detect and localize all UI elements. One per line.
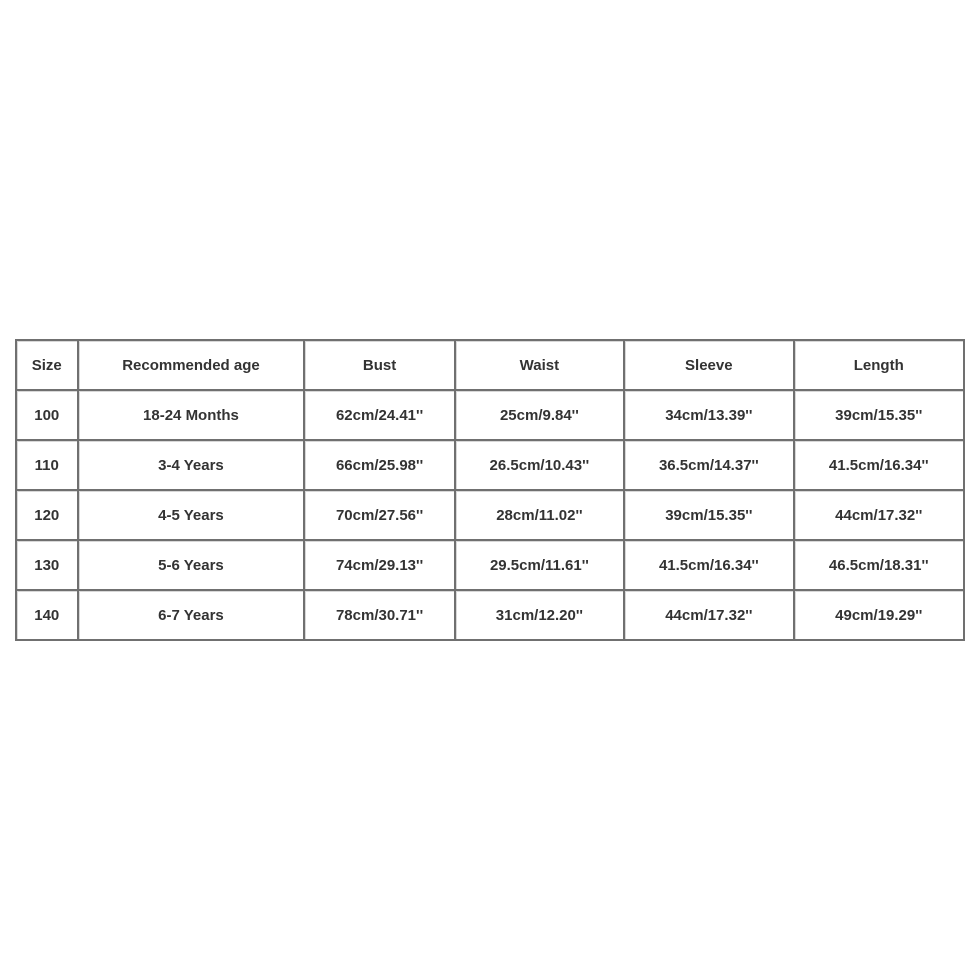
table-row (17, 391, 965, 441)
header-length: Length (795, 341, 965, 391)
cell-size: 140 (17, 591, 79, 641)
cell-size: 110 (17, 441, 79, 491)
cell-length: 49cm/19.29'' (795, 591, 965, 641)
cell-size: 130 (17, 541, 79, 591)
cell-recommended-age: 18-24 Months (79, 391, 306, 441)
header-size: Size (17, 341, 79, 391)
table-row (17, 491, 965, 541)
cell-waist: 31cm/12.20'' (456, 591, 625, 641)
cell-recommended-age: 5-6 Years (79, 541, 306, 591)
table-row (17, 441, 965, 491)
table-header-row (17, 341, 965, 391)
cell-waist: 25cm/9.84'' (456, 391, 625, 441)
cell-waist: 26.5cm/10.43'' (456, 441, 625, 491)
table-row (17, 591, 965, 641)
cell-bust: 78cm/30.71'' (305, 591, 455, 641)
cell-sleeve: 44cm/17.32'' (625, 591, 794, 641)
cell-sleeve: 39cm/15.35'' (625, 491, 794, 541)
cell-bust: 66cm/25.98'' (305, 441, 455, 491)
cell-sleeve: 36.5cm/14.37'' (625, 441, 794, 491)
cell-sleeve: 34cm/13.39'' (625, 391, 794, 441)
cell-recommended-age: 6-7 Years (79, 591, 306, 641)
header-recommended-age: Recommended age (79, 341, 306, 391)
header-sleeve: Sleeve (625, 341, 794, 391)
cell-bust: 70cm/27.56'' (305, 491, 455, 541)
cell-size: 120 (17, 491, 79, 541)
cell-waist: 28cm/11.02'' (456, 491, 625, 541)
cell-recommended-age: 4-5 Years (79, 491, 306, 541)
cell-waist: 29.5cm/11.61'' (456, 541, 625, 591)
table-row (17, 541, 965, 591)
cell-sleeve: 41.5cm/16.34'' (625, 541, 794, 591)
cell-bust: 62cm/24.41'' (305, 391, 455, 441)
cell-length: 46.5cm/18.31'' (795, 541, 965, 591)
cell-length: 41.5cm/16.34'' (795, 441, 965, 491)
cell-bust: 74cm/29.13'' (305, 541, 455, 591)
cell-recommended-age: 3-4 Years (79, 441, 306, 491)
cell-length: 44cm/17.32'' (795, 491, 965, 541)
cell-length: 39cm/15.35'' (795, 391, 965, 441)
header-bust: Bust (305, 341, 455, 391)
header-waist: Waist (456, 341, 625, 391)
cell-size: 100 (17, 391, 79, 441)
size-chart-table (15, 339, 965, 641)
